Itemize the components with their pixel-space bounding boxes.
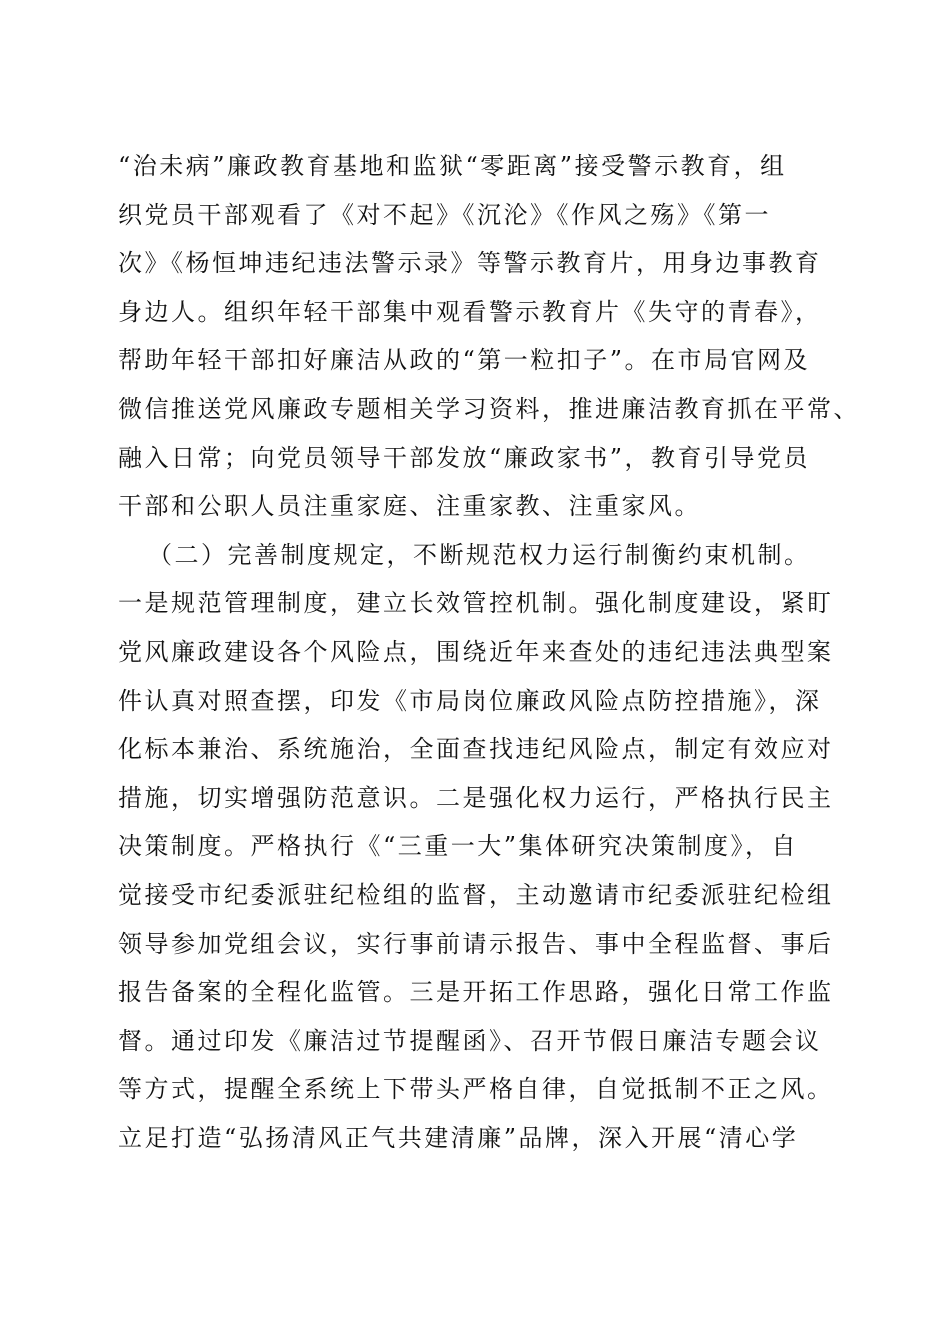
text-line: 件认真对照查摆，印发《市局岗位廉政风险点防控措施》，深 <box>118 686 822 715</box>
text-line: 督。通过印发《廉洁过节提醒函》、召开节假日廉洁专题会议 <box>118 1026 822 1055</box>
text-line: 觉接受市纪委派驻纪检组的监督，主动邀请市纪委派驻纪检组 <box>118 880 834 909</box>
text-line: 措施，切实增强防范意识。二是强化权力运行，严格执行民主 <box>118 783 834 812</box>
text-line: 决策制度。严格执行《“三重一大”集体研究决策制度》，自 <box>118 832 799 861</box>
text-line: 化标本兼治、系统施治，全面查找违纪风险点，制定有效应对 <box>118 735 834 764</box>
text-line: 次》《杨恒坤违纪违法警示录》等警示教育片，用身边事教育 <box>118 249 822 278</box>
text-line: 融入日常；向党员领导干部发放“廉政家书”，教育引导党员 <box>118 443 811 472</box>
document-body <box>118 142 878 1162</box>
text-line: 报告备案的全程化监管。三是开拓工作思路，强化日常工作监 <box>118 978 834 1007</box>
text-line: 等方式，提醒全系统上下带头严格自律，自觉抵制不正之风。 <box>118 1075 834 1104</box>
text-line: 干部和公职人员注重家庭、注重家教、注重家风。 <box>118 492 701 521</box>
text-line: 织党员干部观看了《对不起》《沉沦》《作风之殇》《第一 <box>118 200 771 229</box>
text-line: 一是规范管理制度，建立长效管控机制。强化制度建设，紧盯 <box>118 589 834 618</box>
text-line: “治未病”廉政教育基地和监狱“零距离”接受警示教育，组 <box>118 152 787 180</box>
text-line: 立足打造“弘扬清风正气共建清廉”品牌，深入开展“清心学 <box>118 1123 799 1152</box>
text-line: 帮助年轻干部扣好廉洁从政的“第一粒扣子”。在市局官网及 <box>118 346 811 375</box>
text-line: 微信推送党风廉政专题相关学习资料，推进廉洁教育抓在平常、 <box>118 394 860 423</box>
text-line: 身边人。组织年轻干部集中观看警示教育片《失守的青春》， <box>118 297 822 326</box>
section-heading: （二）完善制度规定，不断规范权力运行制衡约束机制。 <box>148 540 811 569</box>
text-line: 党风廉政建设各个风险点，围绕近年来查处的违纪违法典型案 <box>118 637 834 666</box>
text-line: 领导参加党组会议，实行事前请示报告、事中全程监督、事后 <box>118 929 834 958</box>
